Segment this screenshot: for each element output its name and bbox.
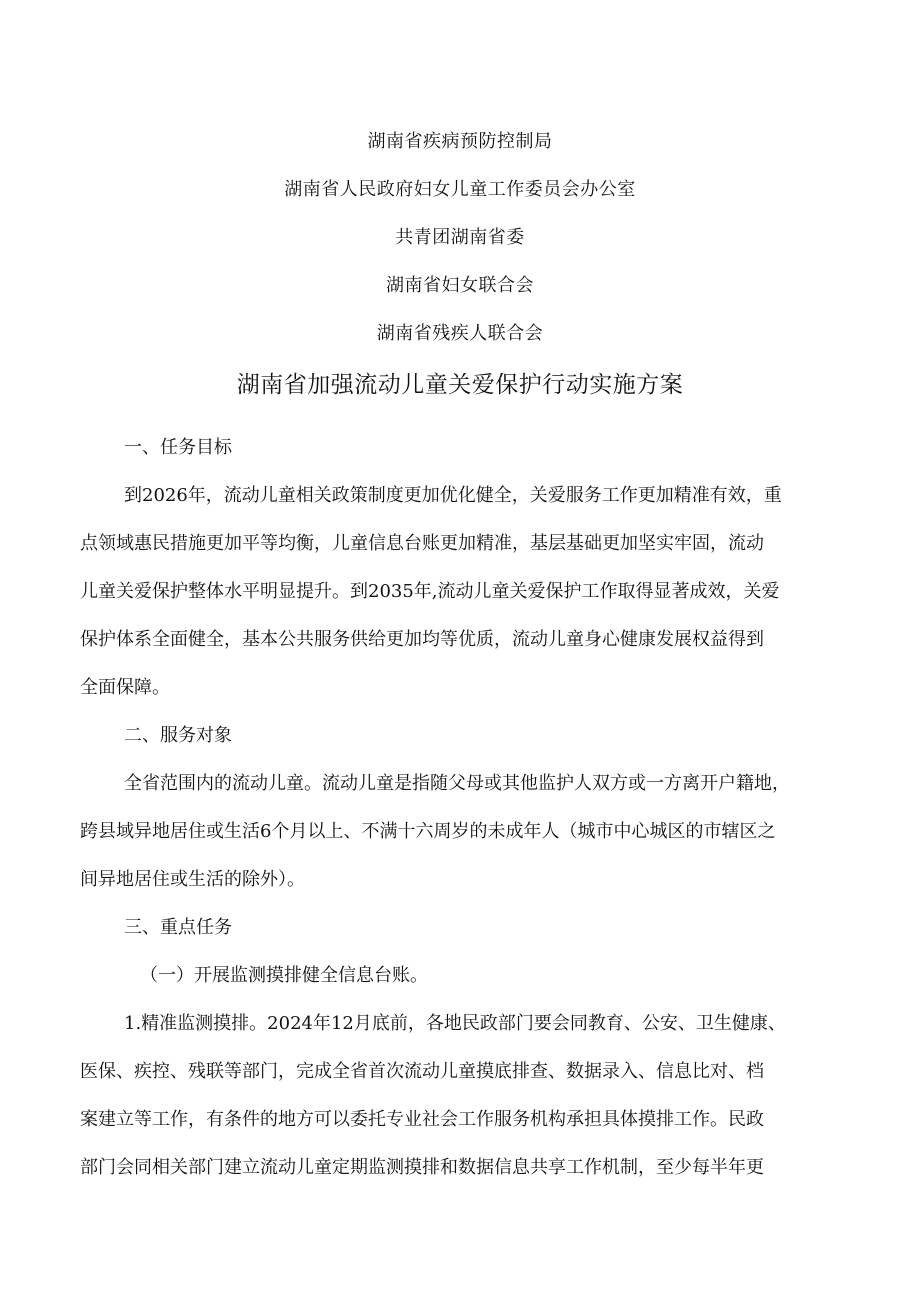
paragraph-line: 全省范围内的流动儿童。流动儿童是指随父母或其他监护人双方或一方离开户籍地， [124, 773, 790, 794]
issuing-agencies [0, 130, 920, 370]
paragraph-line: 点领域惠民措施更加平等均衡，儿童信息台账更加精准，基层基础更加坚实牢固，流动 [80, 533, 764, 554]
paragraph-line: 保护体系全面健全，基本公共服务供给更加均等优质，流动儿童身心健康发展权益得到 [80, 629, 764, 650]
paragraph-line: 儿童关爱保护整体水平明显提升。到2035年,流动儿童关爱保护工作取得显著成效，关爱 [80, 581, 780, 602]
paragraph-line: 间异地居住或生活的除外）。 [80, 869, 305, 890]
section-heading: 三、重点任务 [124, 917, 232, 938]
paragraph-line: 跨县域异地居住或生活6个月以上、不满十六周岁的未成年人（城市中心城区的市辖区之 [80, 821, 776, 842]
paragraph-line: 案建立等工作，有条件的地方可以委托专业社会工作服务机构承担具体摸排工作。民政 [80, 1109, 764, 1130]
paragraph-line: 全面保障。 [80, 677, 170, 698]
issuer-line: 湖南省妇女联合会 [386, 275, 534, 296]
document-body [80, 424, 850, 1192]
document-title: 湖南省加强流动儿童关爱保护行动实施方案 [236, 372, 684, 398]
issuer-line: 湖南省人民政府妇女儿童工作委员会办公室 [284, 179, 636, 200]
issuer-line: 共青团湖南省委 [395, 227, 525, 248]
paragraph-line: 部门会同相关部门建立流动儿童定期监测摸排和数据信息共享工作机制，至少每半年更 [80, 1157, 764, 1178]
issuer-line: 湖南省残疾人联合会 [376, 323, 544, 344]
paragraph-line: 到2026年，流动儿童相关政策制度更加优化健全，关爱服务工作更加精准有效，重 [124, 485, 782, 506]
subsection-heading: （一）开展监测摸排健全信息台账。 [140, 965, 428, 986]
section-heading: 二、服务对象 [124, 725, 232, 746]
issuer-line: 湖南省疾病预防控制局 [367, 131, 553, 152]
section-heading: 一、任务目标 [124, 437, 232, 458]
paragraph-line: 1.精准监测摸排。2024年12月底前，各地民政部门要会同教育、公安、卫生健康、 [124, 1013, 786, 1034]
paragraph-line: 医保、疾控、残联等部门，完成全省首次流动儿童摸底排查、数据录入、信息比对、档 [80, 1061, 764, 1082]
